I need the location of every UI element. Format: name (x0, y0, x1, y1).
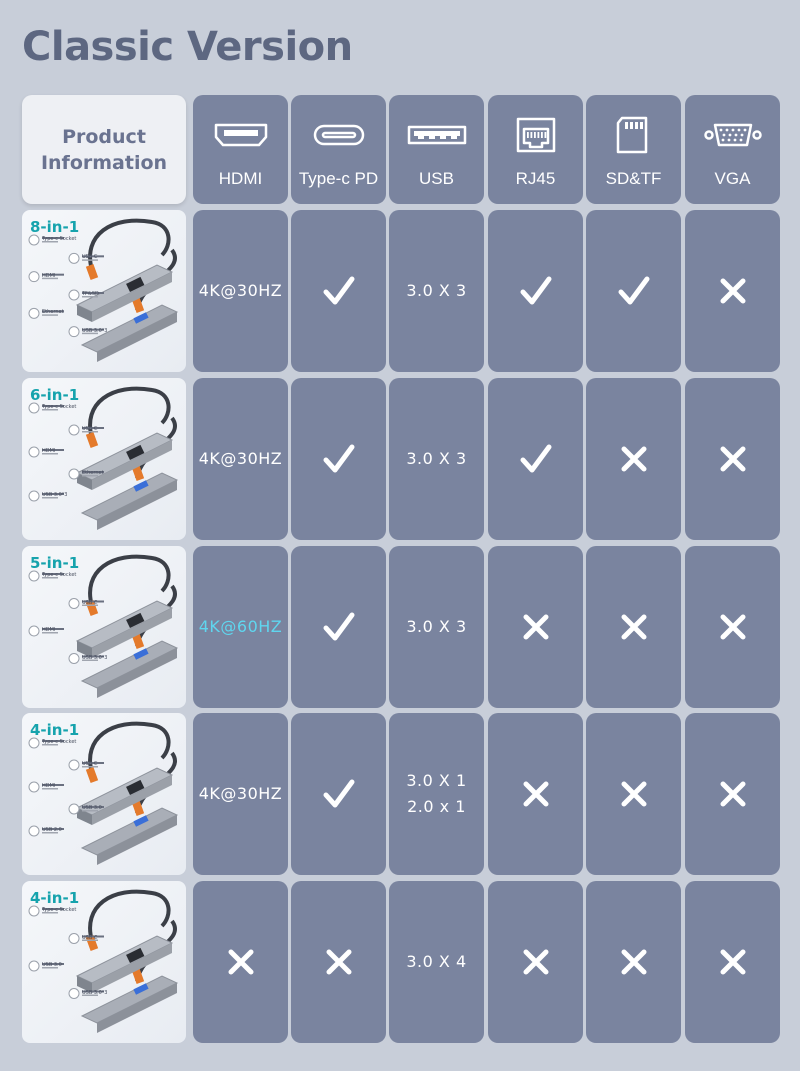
cell-sdtf (586, 881, 681, 1043)
callout-label: HDMI (42, 272, 56, 279)
cell-sdtf (586, 546, 681, 708)
product-row-image (22, 881, 186, 1043)
supported-mark (519, 274, 553, 308)
page-title: Classic Version (22, 24, 353, 70)
unsupported-mark (519, 610, 553, 644)
supported-mark (322, 610, 356, 644)
callout-label: USB C (82, 934, 98, 941)
cell-hdmi (193, 546, 288, 708)
hdmi-value: 4K@30HZ (198, 784, 283, 803)
cell-usb (389, 210, 484, 372)
cross-icon (716, 777, 750, 811)
cell-rj45 (488, 378, 583, 540)
unsupported-mark (716, 777, 750, 811)
product-row-image (22, 210, 186, 372)
product-info-header (22, 95, 186, 204)
row-label: 4-in-1 (30, 889, 80, 907)
callout-label: HDMI (42, 448, 56, 454)
cell-typec (291, 210, 386, 372)
usb-a-port-icon (407, 115, 467, 155)
cell-hdmi (193, 713, 288, 875)
cell-sdtf (586, 378, 681, 540)
callout-label: USB C (82, 599, 98, 606)
cell-usb (389, 713, 484, 875)
row-label: 6-in-1 (30, 386, 80, 404)
check-icon (519, 442, 553, 476)
cell-typec (291, 881, 386, 1043)
supported-mark (617, 274, 651, 308)
cell-vga (685, 713, 780, 875)
unsupported-mark (617, 777, 651, 811)
unsupported-mark (322, 945, 356, 979)
callout-label: USB 3.0 (42, 962, 62, 968)
callout-label: HDMI (42, 627, 56, 633)
callout-label: USB 2.0 (42, 827, 62, 833)
supported-mark (322, 274, 356, 308)
callout-label: USB 3.0*3 (82, 327, 108, 334)
unsupported-mark (617, 610, 651, 644)
hdmi-value: 4K@30HZ (198, 449, 283, 468)
product-info-label: Product Information (40, 125, 168, 174)
rj45-port-icon (506, 115, 566, 155)
hdmi-value: 4K@60HZ (198, 617, 283, 636)
cell-hdmi (193, 881, 288, 1043)
cell-typec (291, 713, 386, 875)
column-label: HDMI (218, 169, 263, 188)
cross-icon (716, 442, 750, 476)
unsupported-mark (519, 777, 553, 811)
column-label: RJ45 (515, 169, 556, 188)
check-icon (322, 274, 356, 308)
callout-label: Type-c Socket (42, 572, 77, 578)
usb-value: 3.0 X 1 2.0 x 1 (406, 771, 467, 816)
check-icon (322, 777, 356, 811)
callout-label: HDMI (42, 783, 56, 789)
cell-sdtf (586, 713, 681, 875)
column-header-hdmi (193, 95, 288, 204)
supported-mark (322, 442, 356, 476)
column-header-sd-tf (586, 95, 681, 204)
callout-label: Type-c Socket (42, 236, 77, 242)
column-label: SD&TF (605, 169, 662, 188)
usb-value: 3.0 X 3 (406, 449, 467, 468)
unsupported-mark (716, 442, 750, 476)
column-header-type-c-pd (291, 95, 386, 204)
column-label: Type-c PD (298, 169, 379, 188)
cross-icon (617, 777, 651, 811)
callout-label: Type-c Socket (42, 739, 77, 745)
cross-icon (322, 945, 356, 979)
cross-icon (617, 945, 651, 979)
cell-vga (685, 378, 780, 540)
product-row-image (22, 546, 186, 708)
column-label: VGA (714, 169, 751, 188)
cell-usb (389, 378, 484, 540)
check-icon (519, 274, 553, 308)
column-label: USB (419, 169, 454, 188)
column-header-vga (685, 95, 780, 204)
cell-rj45 (488, 713, 583, 875)
callout-label: TF&SD (82, 291, 99, 297)
hdmi-value: 4K@30HZ (198, 281, 283, 300)
cell-usb (389, 881, 484, 1043)
cross-icon (617, 442, 651, 476)
callout-label: USB 3.0*3 (42, 492, 68, 498)
supported-mark (322, 777, 356, 811)
column-header-usb (389, 95, 484, 204)
cell-rj45 (488, 546, 583, 708)
cell-vga (685, 210, 780, 372)
callout-label: Type-c Socket (42, 907, 77, 913)
cell-vga (685, 546, 780, 708)
cross-icon (519, 777, 553, 811)
cross-icon (716, 274, 750, 308)
callout-label: USB C (82, 761, 98, 767)
row-label: 8-in-1 (30, 218, 80, 236)
unsupported-mark (224, 945, 258, 979)
product-row-image (22, 378, 186, 540)
cell-hdmi (193, 378, 288, 540)
check-icon (322, 610, 356, 644)
callout-label: Ethernet (82, 470, 104, 476)
cross-icon (716, 945, 750, 979)
product-row-image (22, 713, 186, 875)
callout-label: USB 3.0*3 (82, 654, 108, 661)
cell-rj45 (488, 881, 583, 1043)
callout-label: USB C (82, 254, 98, 261)
unsupported-mark (716, 274, 750, 308)
usb-value: 3.0 X 4 (406, 952, 467, 971)
unsupported-mark (716, 945, 750, 979)
unsupported-mark (617, 945, 651, 979)
hdmi-port-icon (211, 115, 271, 155)
cell-typec (291, 378, 386, 540)
cell-vga (685, 881, 780, 1043)
cross-icon (224, 945, 258, 979)
callout-label: USB 3.0*3 (82, 989, 108, 996)
cross-icon (519, 610, 553, 644)
sd-card-icon (604, 115, 664, 155)
cell-rj45 (488, 210, 583, 372)
cross-icon (617, 610, 651, 644)
usb-value: 3.0 X 3 (406, 281, 467, 300)
cell-sdtf (586, 210, 681, 372)
usb-value: 3.0 X 3 (406, 617, 467, 636)
column-header-rj45 (488, 95, 583, 204)
cell-hdmi (193, 210, 288, 372)
unsupported-mark (617, 442, 651, 476)
callout-label: Type-c Socket (42, 404, 77, 410)
row-label: 5-in-1 (30, 554, 80, 572)
cross-icon (716, 610, 750, 644)
callout-label: USB C (82, 426, 98, 432)
callout-label: USB 3.0 (82, 805, 102, 811)
usb-c-port-icon (309, 115, 369, 155)
check-icon (617, 274, 651, 308)
cell-typec (291, 546, 386, 708)
callout-label: Ethernet (42, 309, 64, 316)
cross-icon (519, 945, 553, 979)
supported-mark (519, 442, 553, 476)
cell-usb (389, 546, 484, 708)
check-icon (322, 442, 356, 476)
unsupported-mark (519, 945, 553, 979)
vga-port-icon (703, 115, 763, 155)
row-label: 4-in-1 (30, 721, 80, 739)
unsupported-mark (716, 610, 750, 644)
